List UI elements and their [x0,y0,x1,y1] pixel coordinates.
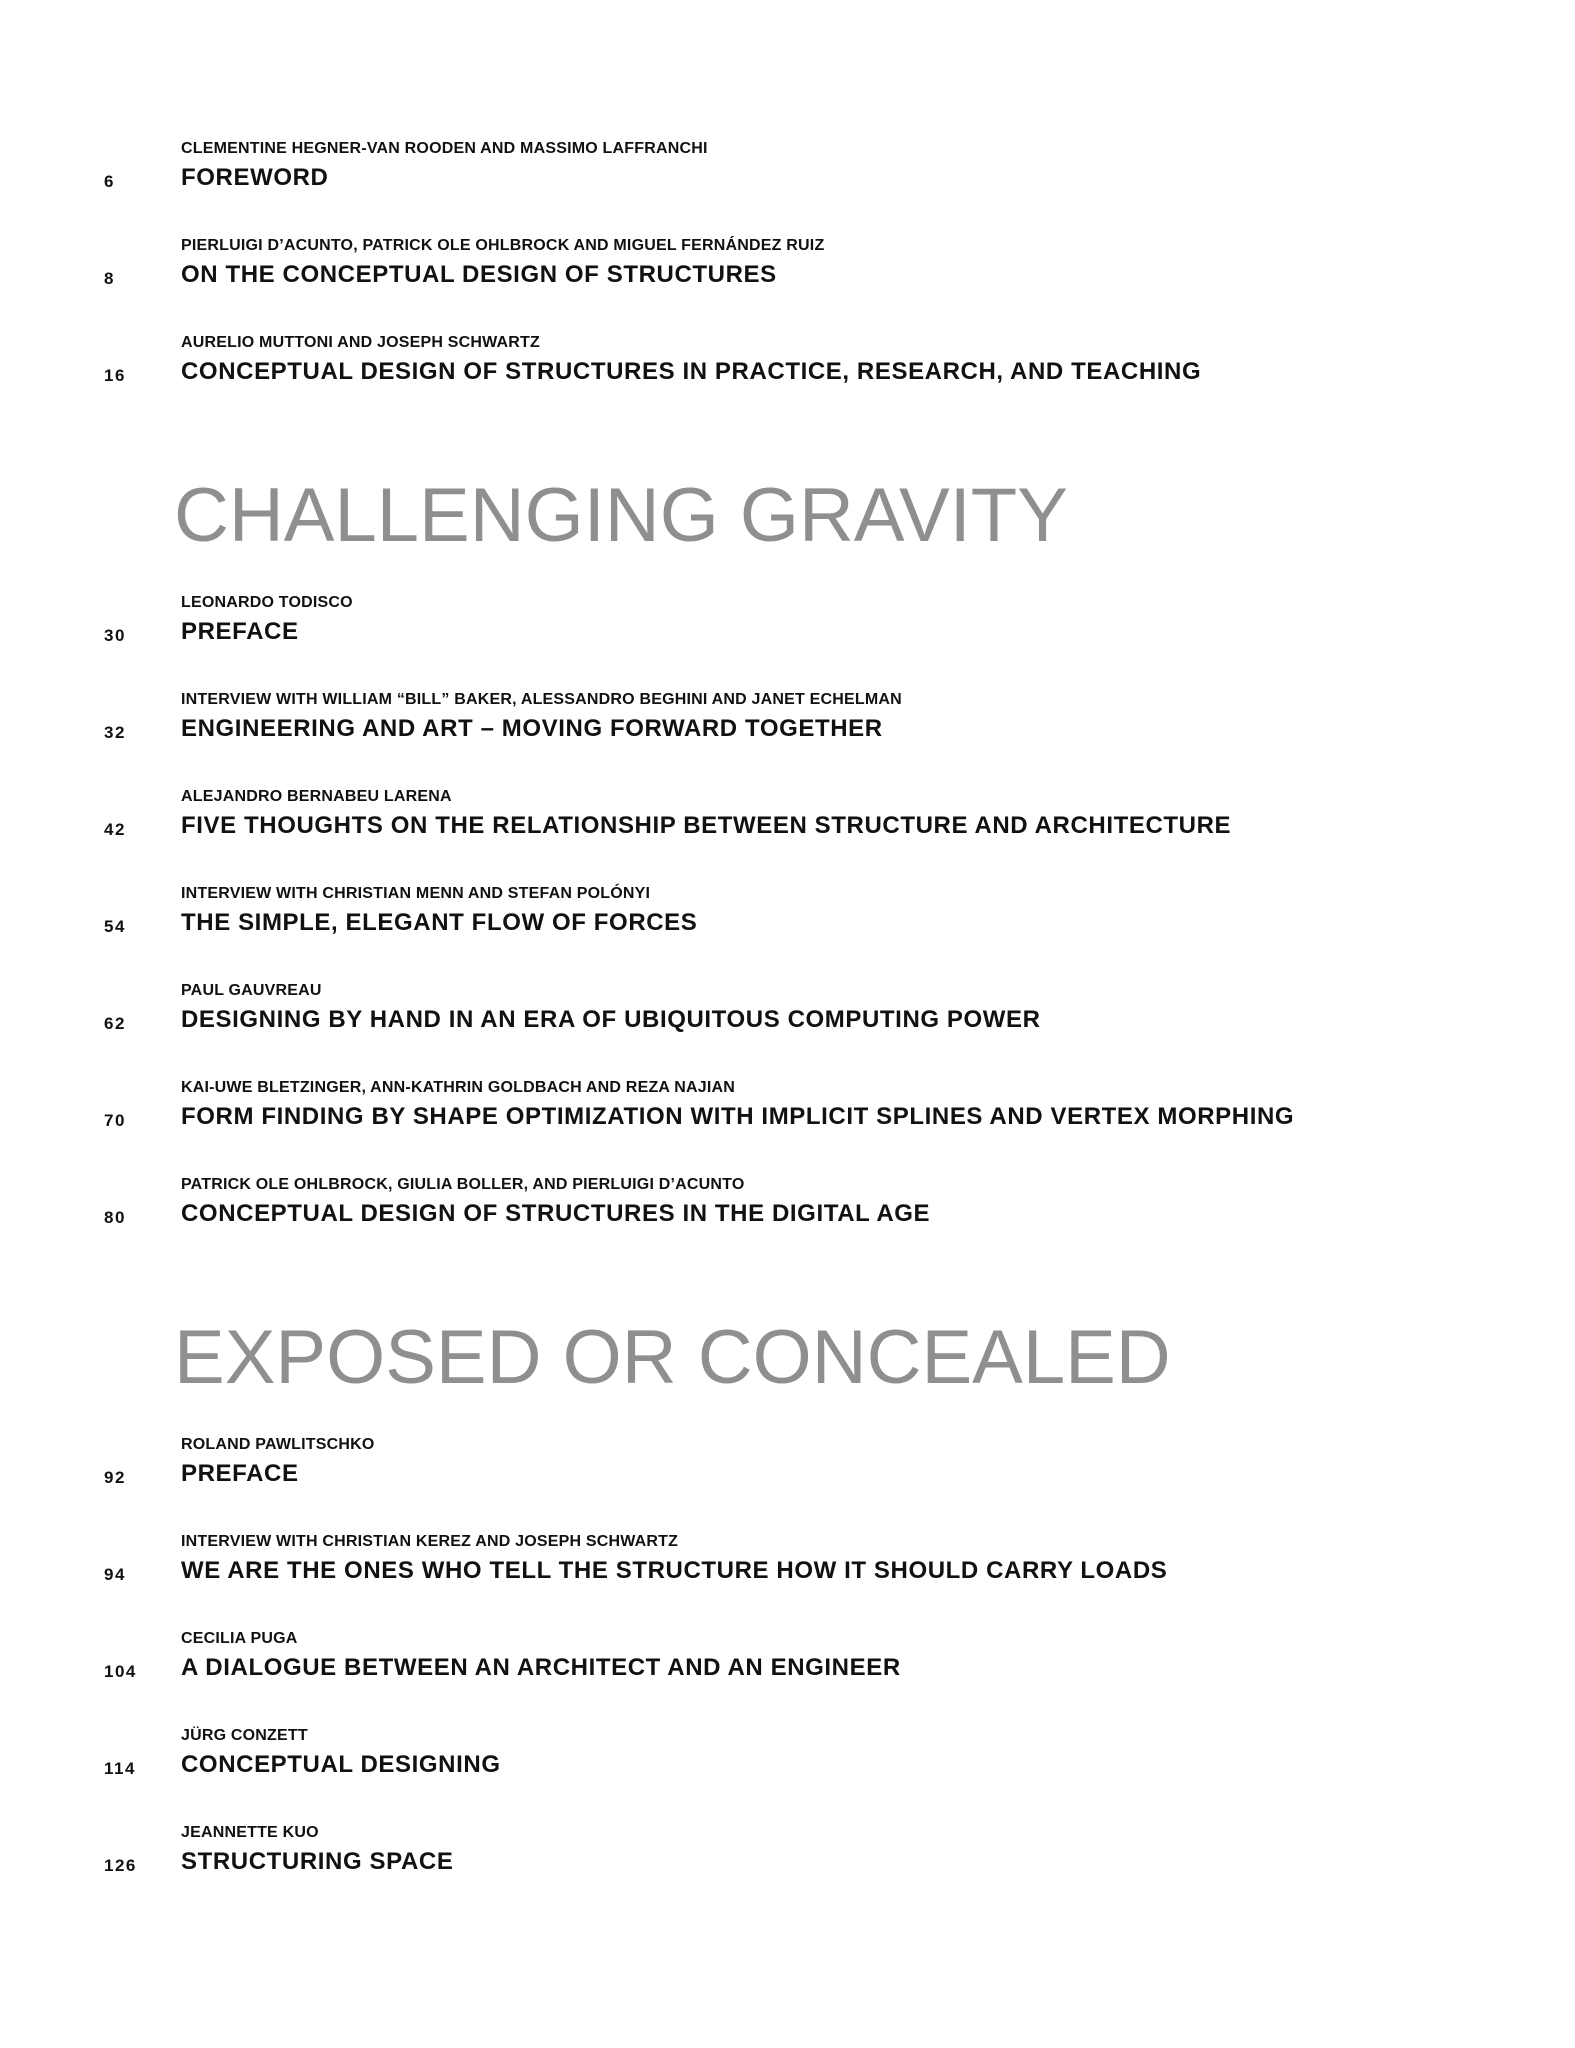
entry-title: FIVE THOUGHTS ON THE RELATIONSHIP BETWEEN STRUCTURE AND ARCHITECTURE [181,812,1232,839]
entry-authors: AURELIO MUTTONI AND JOSEPH SCHWARTZ [181,334,541,351]
toc-entry [0,1824,1575,1894]
entry-authors: CECILIA PUGA [181,1630,298,1647]
toc-entry [0,982,1575,1052]
toc-entry [0,1176,1575,1246]
toc-entry [0,1630,1575,1700]
toc-entry [0,1727,1575,1797]
entry-page-number: 114 [104,1759,136,1778]
toc-entry [0,691,1575,761]
entry-title: CONCEPTUAL DESIGN OF STRUCTURES IN THE DIGITAL AGE [181,1200,931,1227]
entry-authors: ALEJANDRO BERNABEU LARENA [181,788,452,805]
entry-authors: PIERLUIGI D’ACUNTO, PATRICK OLE OHLBROCK AND MIGUEL FERNÁNDEZ RUIZ [181,237,825,254]
entry-authors: LEONARDO TODISCO [181,594,353,611]
toc-entry [0,1533,1575,1603]
entry-page-number: 16 [104,366,126,385]
entry-title: A DIALOGUE BETWEEN AN ARCHITECT AND AN ENGINEER [181,1654,901,1681]
entry-title: CONCEPTUAL DESIGN OF STRUCTURES IN PRACTICE, RESEARCH, AND TEACHING [181,358,1202,385]
entry-page-number: 6 [104,172,115,191]
entry-authors: PAUL GAUVREAU [181,982,322,999]
entry-title: WE ARE THE ONES WHO TELL THE STRUCTURE HOW IT SHOULD CARRY LOADS [181,1557,1168,1584]
entry-authors: INTERVIEW WITH CHRISTIAN KEREZ AND JOSEPH SCHWARTZ [181,1533,679,1550]
entry-page-number: 104 [104,1662,137,1681]
section-heading: CHALLENGING GRAVITY [174,473,1068,558]
entry-authors: ROLAND PAWLITSCHKO [181,1436,375,1453]
entry-page-number: 80 [104,1208,126,1227]
entry-title: ON THE CONCEPTUAL DESIGN OF STRUCTURES [181,261,777,288]
entry-page-number: 62 [104,1014,126,1033]
entry-authors: INTERVIEW WITH WILLIAM “BILL” BAKER, ALESSANDRO BEGHINI AND JANET ECHELMAN [181,691,902,708]
entry-title: PREFACE [181,1460,299,1487]
entry-page-number: 42 [104,820,126,839]
entry-title: FOREWORD [181,164,329,191]
entry-title: STRUCTURING SPACE [181,1848,454,1875]
entry-page-number: 54 [104,917,126,936]
entry-page-number: 126 [104,1856,137,1875]
entry-page-number: 32 [104,723,126,742]
entry-title: FORM FINDING BY SHAPE OPTIMIZATION WITH IMPLICIT SPLINES AND VERTEX MORPHING [181,1103,1295,1130]
entry-page-number: 8 [104,269,115,288]
entry-title: DESIGNING BY HAND IN AN ERA OF UBIQUITOUS COMPUTING POWER [181,1006,1041,1033]
entry-page-number: 30 [104,626,126,645]
entry-page-number: 92 [104,1468,126,1487]
entry-title: ENGINEERING AND ART – MOVING FORWARD TOGETHER [181,715,883,742]
entry-page-number: 94 [104,1565,126,1584]
toc-entry [0,237,1575,307]
entry-authors: JEANNETTE KUO [181,1824,319,1841]
toc-entry [0,140,1575,210]
entry-authors: KAI-UWE BLETZINGER, ANN-KATHRIN GOLDBACH AND REZA NAJIAN [181,1079,735,1096]
entry-page-number: 70 [104,1111,126,1130]
entry-authors: CLEMENTINE HEGNER-VAN ROODEN AND MASSIMO LAFFRANCHI [181,140,708,157]
entry-authors: INTERVIEW WITH CHRISTIAN MENN AND STEFAN POLÓNYI [181,885,651,902]
toc-entry [0,1436,1575,1506]
toc-entry [0,885,1575,955]
toc-entry [0,788,1575,858]
entry-title: CONCEPTUAL DESIGNING [181,1751,501,1778]
section-heading: EXPOSED OR CONCEALED [174,1315,1171,1400]
entry-title: THE SIMPLE, ELEGANT FLOW OF FORCES [181,909,698,936]
entry-authors: JÜRG CONZETT [181,1727,308,1744]
entry-title: PREFACE [181,618,299,645]
toc-entry [0,594,1575,664]
entry-authors: PATRICK OLE OHLBROCK, GIULIA BOLLER, AND PIERLUIGI D’ACUNTO [181,1176,745,1193]
toc-entry [0,334,1575,404]
toc-entry [0,1079,1575,1149]
